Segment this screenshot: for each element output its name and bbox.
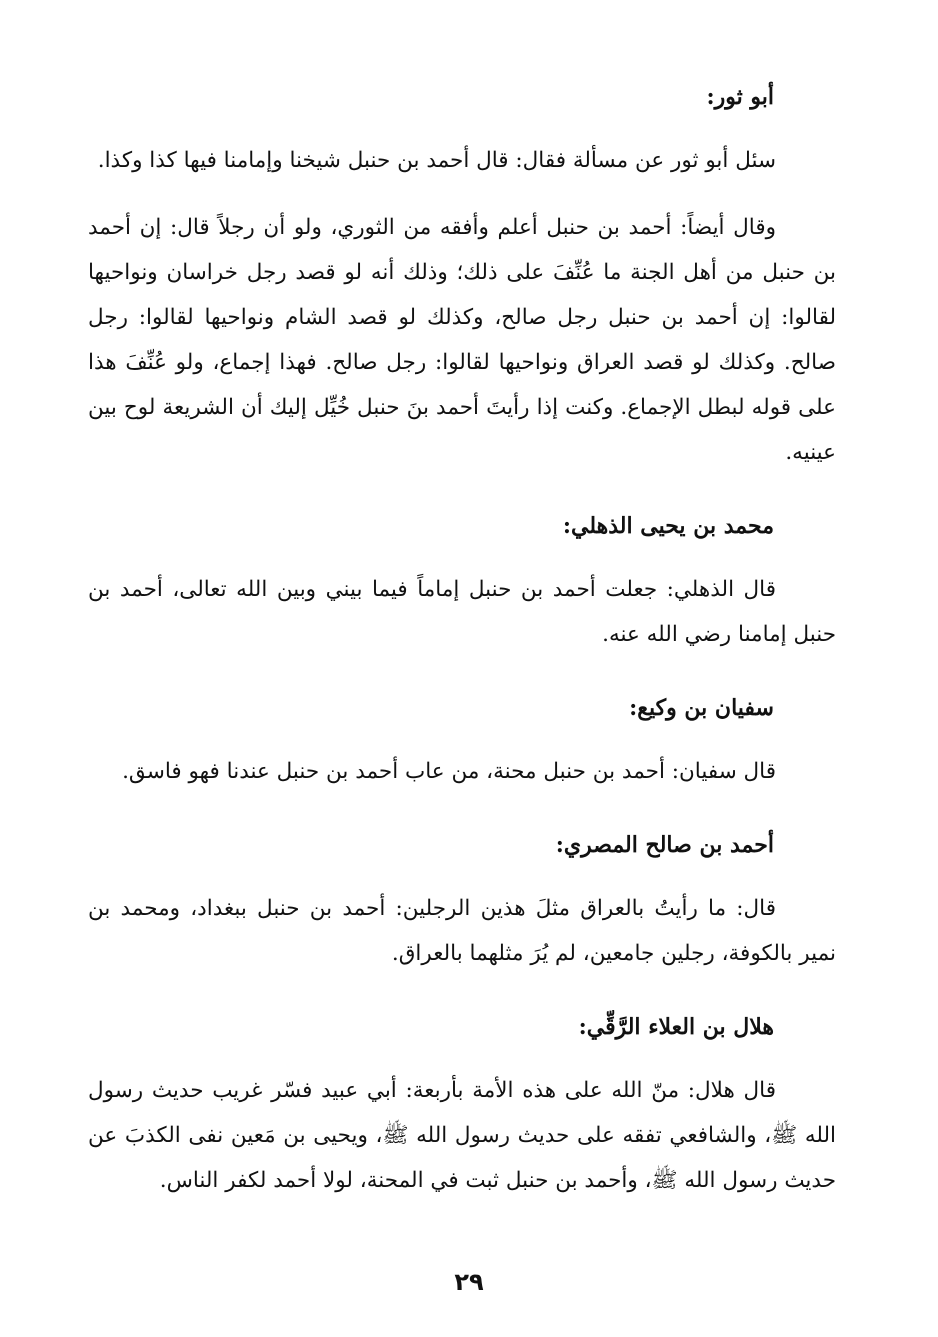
paragraph-hilal: قال هلال: منّ الله على هذه الأمة بأربعة: أبي عبيد فسّر غريب حديث رسول الله ﷺ، والشافعي تفقه على حديث رسول الله ﷺ، ويحيى بن مَعين نفى الكذبَ عن حديث رسول الله ﷺ، وأحمد بن حنبل ثبت في المحنة، لولا أحمد لكفر الناس. — [88, 1078, 836, 1193]
paragraph-sufyan: قال سفيان: أحمد بن حنبل محنة، من عاب أحمد بن حنبل عندنا فهو فاسق. — [122, 759, 776, 784]
section-heading-ahmad-salih: أحمد بن صالح المصري: — [555, 832, 774, 858]
page-body — [88, 70, 836, 1203]
paragraph-dhuhli: قال الذهلي: جعلت أحمد بن حنبل إماماً فيما بيني وبين الله تعالى، أحمد بن حنبل إمامنا رضي الله عنه. — [88, 577, 836, 647]
section-heading-hilal: هلال بن العلاء الرَّقِّي: — [578, 1014, 774, 1040]
paragraph-abu-thawr-2: وقال أيضاً: أحمد بن حنبل أعلم وأفقه من الثوري، ولو أن رجلاً قال: إن أحمد بن حنبل من أهل الجنة ما عُنِّفَ على ذلك؛ وذلك أنه لو قصد رجل خراسان ونواحيها لقالوا: إن أحمد بن حنبل رجل صالح، وكذلك لو قصد الشام ونواحيها لقالوا: رجل صالح. وكذلك لو قصد العراق ونواحيها لقالوا: رجل صالح. فهذا إجماع، ولو عُنِّفَ هذا على قوله لبطل الإجماع. وكنت إذا رأيتَ أحمد بنَ حنبل خُيِّل إليك أن الشريعة لوح بين عينيه. — [88, 215, 836, 465]
paragraph-abu-thawr-1: سئل أبو ثور عن مسألة فقال: قال أحمد بن حنبل شيخنا وإمامنا فيها كذا وكذا. — [97, 148, 776, 173]
page-number: ٢٩ — [454, 1268, 484, 1296]
section-heading-abu-thawr: أبو ثور: — [706, 84, 774, 110]
section-heading-sufyan: سفيان بن وكيع: — [629, 695, 774, 721]
section-heading-dhuhli: محمد بن يحيى الذهلي: — [562, 513, 774, 539]
paragraph-ahmad-salih: قال: ما رأيتُ بالعراق مثلَ هذين الرجلين: أحمد بن حنبل ببغداد، ومحمد بن نمير بالكوفة، رجلين جامعين، لم يُرَ مثلهما بالعراق. — [88, 896, 836, 966]
